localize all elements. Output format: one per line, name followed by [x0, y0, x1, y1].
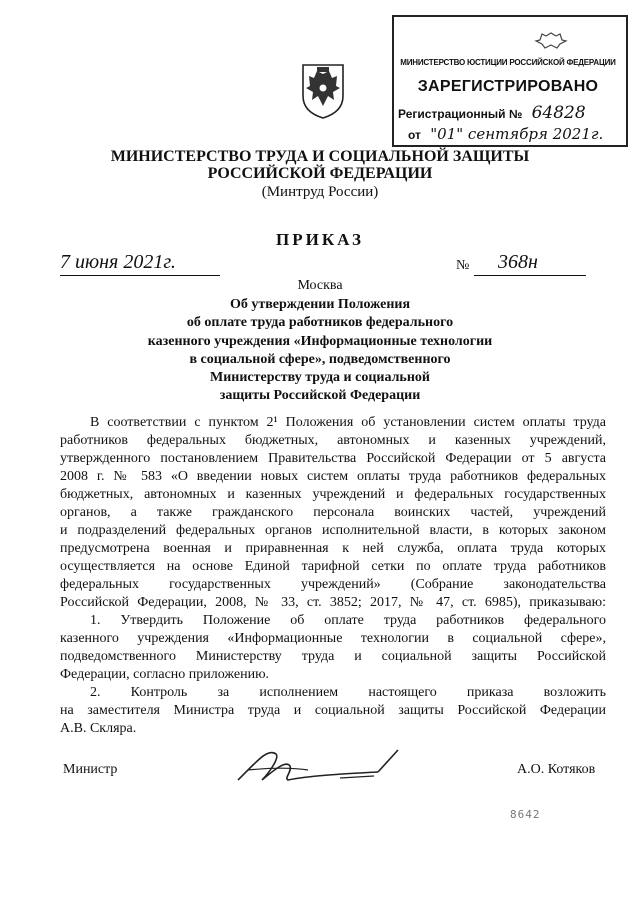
body-line: В соответствии с пунктом 2¹ Положения об установлении систем оплаты труда — [90, 415, 606, 430]
order-title: ПРИКАЗ — [276, 230, 364, 249]
order-number-label: № — [456, 258, 470, 273]
clause-2: 2. Контроль за исполнением настоящего приказа возложить — [90, 685, 606, 700]
order-city: Москва — [297, 278, 343, 293]
stamp-emblem-icon — [534, 31, 568, 49]
body-line: утвержденного постановлением Правительства Российской Федерации от 5 августа — [60, 451, 606, 466]
subject-line: Об утверждении Положения — [229, 297, 411, 312]
stamp-ministry-label: МИНИСТЕРСТВО ЮСТИЦИИ РОССИЙСКОЙ ФЕДЕРАЦИИ — [400, 58, 616, 67]
body-line: Российской Федерации, 2008, № 33, ст. 3852; 2017, № 47, ст. 6985), приказываю: — [60, 595, 606, 610]
subject-line: защиты Российской Федерации — [219, 388, 421, 404]
order-date: 7 июня 2021г. — [60, 251, 176, 273]
signatory-name: А.О. Котяков — [517, 762, 596, 777]
body-line: и подразделений федеральных органов исполнительной власти, в которых законом — [60, 523, 606, 538]
body-line: 2008 г. № 583 «О введении новых систем оплаты труда работников федеральных — [60, 469, 606, 484]
number-underline — [474, 275, 586, 276]
coat-of-arms-emblem — [300, 62, 346, 120]
subject-line: в социальной сфере», подведомственного — [189, 351, 451, 367]
stamp-date-value: "01" сентября 2021г. — [430, 125, 604, 143]
order-subject — [100, 296, 540, 406]
subject-line: об оплате труда работников федерального — [186, 315, 454, 331]
body-line: А.В. Скляра. — [60, 721, 137, 736]
body-line: органов, а также гражданского персонала воинских частей, учреждений — [60, 505, 606, 520]
body-line: Федерации, согласно приложению. — [60, 667, 270, 682]
subject-line: казенного учреждения «Информационные технологии — [147, 333, 493, 349]
body-line: работников федеральных бюджетных, автономных и казенных учреждений, — [60, 433, 606, 448]
body-line: осуществляется на основе Единой тарифной сетки по оплате труда работников — [60, 559, 606, 574]
stamp-reg-number-row — [398, 103, 586, 123]
ministry-name-line1: МИНИСТЕРСТВО ТРУДА И СОЦИАЛЬНОЙ ЗАЩИТЫ — [110, 148, 530, 165]
ministry-short-name: (Минтруд России) — [261, 184, 379, 200]
clause-1: 1. Утвердить Положение об оплате труда работников федерального — [90, 613, 606, 628]
body-line: на заместителя Министра труда и социальной защиты Российской Федерации — [60, 703, 606, 718]
stamp-reg-number-label: Регистрационный № — [398, 107, 523, 121]
date-underline — [60, 275, 220, 276]
ministry-name-line2: РОССИЙСКОЙ ФЕДЕРАЦИИ — [207, 165, 433, 182]
document-serial: 8642 — [510, 808, 541, 821]
body-line: предусмотрена военная и приравненная к ней служба, оплата труда которых — [60, 541, 606, 556]
stamp-registered-label: ЗАРЕГИСТРИРОВАНО — [417, 78, 599, 95]
order-number-value: 368н — [498, 251, 538, 273]
subject-line: Министерству труда и социальной — [210, 370, 430, 386]
stamp-date-label: от — [408, 128, 421, 142]
body-line: подведомственного Министерству труда и социальной защиты Российской — [60, 649, 606, 664]
body-line: бюджетных, автономных и казенных учреждений и федеральных государственных — [60, 487, 606, 502]
handwritten-signature — [228, 740, 428, 790]
stamp-date-row — [408, 125, 603, 143]
body-line: федеральных государственных учреждений» (Собрание законодательства — [60, 577, 606, 592]
signatory-position: Министр — [63, 762, 118, 777]
preamble-paragraph — [60, 414, 606, 738]
stamp-reg-number-value: 64828 — [531, 103, 586, 123]
body-line: казенного учреждения «Информационные технологии в социальной сфере», — [60, 631, 606, 646]
